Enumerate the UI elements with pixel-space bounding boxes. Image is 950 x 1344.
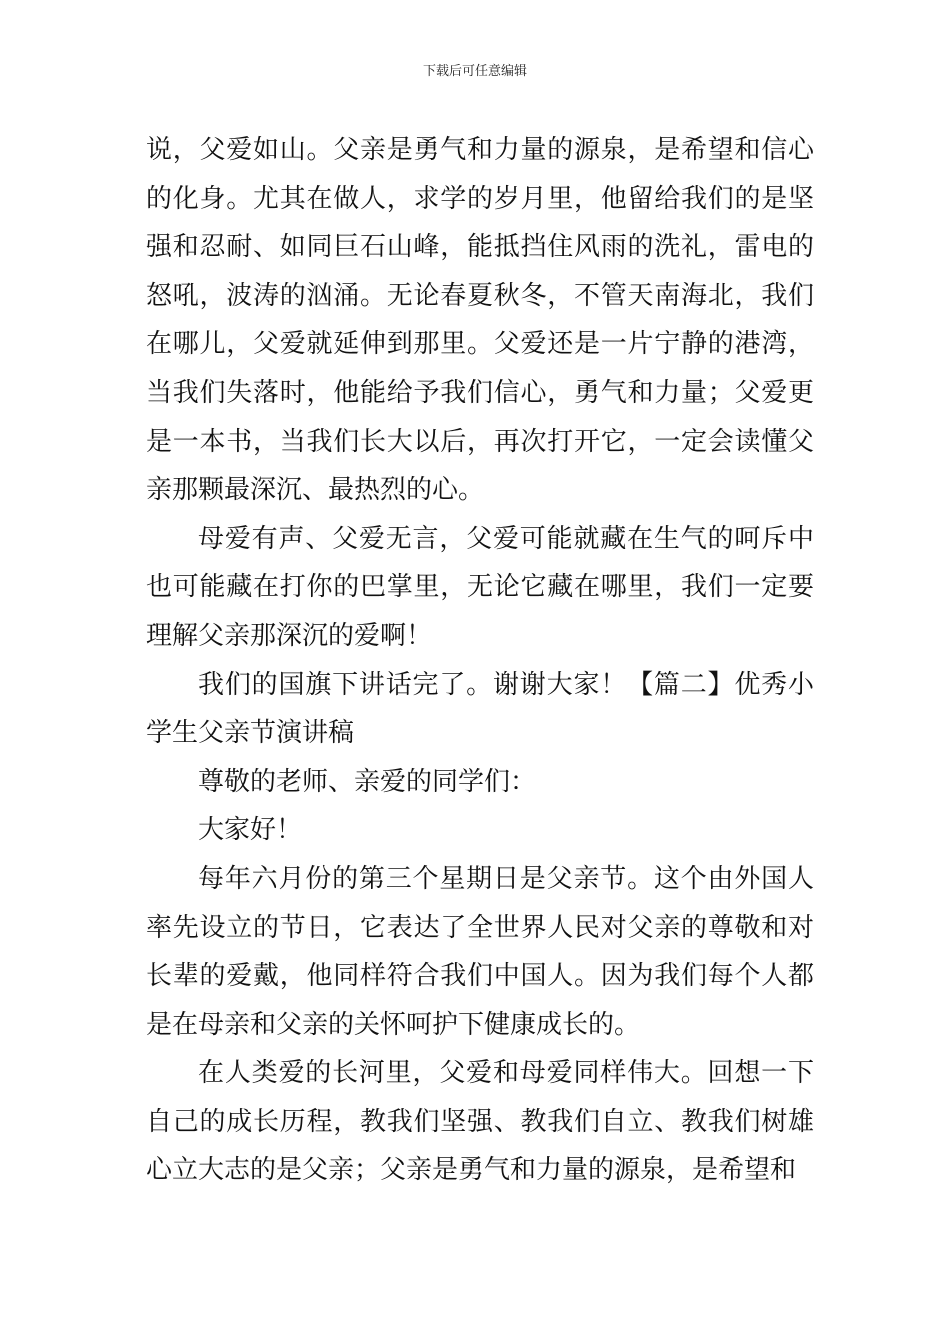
paragraph-continuation: 说，父爱如山。父亲是勇气和力量的源泉，是希望和信心的化身。尤其在做人，求学的岁月里，他留给我们的是坚强和忍耐、如同巨石山峰，能抵挡住风雨的洗礼，雷电的怒吼，波涛的汹涌。无论春夏秋冬，不管天南海北，我们在哪儿，父爱就延伸到那里。父爱还是一片宁静的港湾，当我们失落时，他能给予我们信心，勇气和力量；父爱更是一本书，当我们长大以后，再次打开它，一定会读懂父亲那颗最深沉、最热烈的心。 <box>146 135 814 506</box>
paragraph: 每年六月份的第三个星期日是父亲节。这个由外国人率先设立的节日，它表达了全世界人民对父亲的尊敬和对长辈的爱戴，他同样符合我们中国人。因为我们每个人都是在母亲和父亲的关怀呵护下健康成长的。 <box>146 863 814 1040</box>
salutation: 尊敬的老师、亲爱的同学们： <box>198 766 537 797</box>
page-header-note: 下载后可任意编辑 <box>422 64 527 79</box>
paragraph: 我们的国旗下讲话完了。谢谢大家！【篇二】优秀小学生父亲节演讲稿 <box>146 669 814 749</box>
greeting: 大家好！ <box>198 815 303 846</box>
paragraph: 母爱有声、父爱无言，父爱可能就藏在生气的呵斥中也可能藏在打你的巴掌里，无论它藏在哪里，我们一定要理解父亲那深沉的爱啊！ <box>146 523 814 651</box>
paragraph: 在人类爱的长河里，父爱和母爱同样伟大。回想一下自己的成长历程，教我们坚强、教我们自立、教我们树雄心立大志的是父亲；父亲是勇气和力量的源泉，是希望和 <box>146 1058 814 1186</box>
document-body <box>146 126 814 1195</box>
